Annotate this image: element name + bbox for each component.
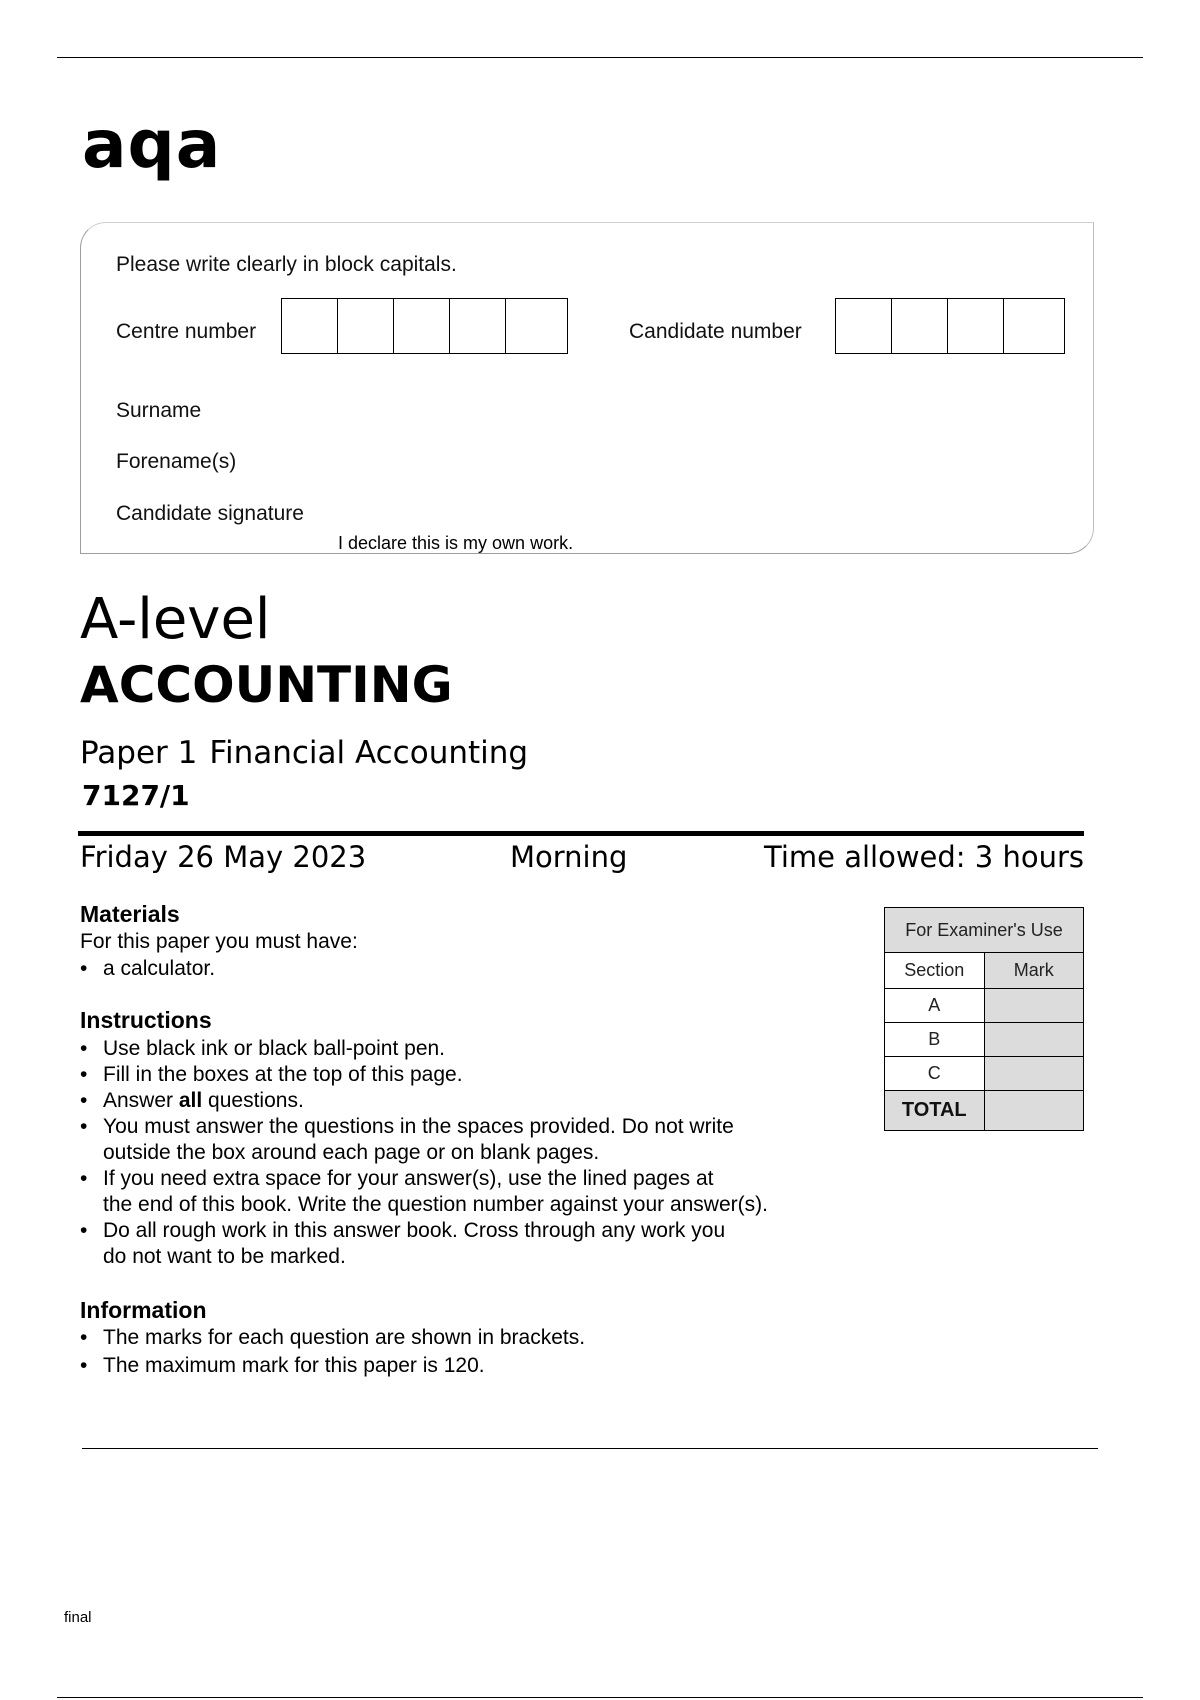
list-item-line: outside the box around each page or on blank pages. bbox=[103, 1141, 600, 1164]
qualification-level: A-level bbox=[80, 587, 271, 652]
materials-heading: Materials bbox=[80, 901, 180, 927]
list-item-line: You must answer the questions in the spaces provided. Do not write bbox=[103, 1115, 734, 1138]
mark-column-header: Mark bbox=[984, 953, 1084, 989]
instructions-list bbox=[80, 1036, 768, 1270]
list-item bbox=[80, 1166, 768, 1218]
subject-title: ACCOUNTING bbox=[80, 656, 453, 714]
mark-cell-c bbox=[984, 1057, 1084, 1091]
signature-label: Candidate signature bbox=[116, 502, 304, 525]
paper-number: Paper 1 bbox=[80, 735, 198, 771]
forenames-label: Forename(s) bbox=[116, 450, 237, 473]
list-item bbox=[80, 1218, 768, 1270]
examiner-use-table bbox=[884, 907, 1084, 1131]
signature-field[interactable] bbox=[330, 495, 1070, 531]
mark-cell-a bbox=[984, 989, 1084, 1023]
centre-number-digit[interactable] bbox=[338, 299, 394, 353]
materials-list bbox=[80, 956, 215, 982]
section-b: B bbox=[885, 1023, 985, 1057]
page-bottom-rule bbox=[57, 1697, 1143, 1698]
answer-all-post: questions. bbox=[202, 1089, 304, 1112]
time-allowed: Time allowed: 3 hours bbox=[764, 840, 1084, 874]
candidate-number-digit[interactable] bbox=[836, 299, 892, 353]
candidate-number-label: Candidate number bbox=[629, 320, 802, 343]
paper-name: Financial Accounting bbox=[209, 735, 529, 771]
list-item-line: If you need extra space for your answer(s), use the lined pages at bbox=[103, 1167, 714, 1190]
list-item bbox=[80, 1088, 768, 1114]
exam-date: Friday 26 May 2023 bbox=[80, 840, 367, 874]
centre-number-boxes bbox=[281, 298, 568, 354]
section-column-header: Section bbox=[885, 953, 985, 989]
section-a: A bbox=[885, 989, 985, 1023]
list-item: • The maximum mark for this paper is 120. bbox=[80, 1353, 585, 1379]
list-item: • The marks for each question are shown in brackets. bbox=[80, 1325, 585, 1351]
total-mark-cell bbox=[984, 1091, 1084, 1131]
list-item: • Use black ink or black ball-point pen. bbox=[80, 1036, 768, 1062]
total-label: TOTAL bbox=[885, 1091, 985, 1131]
candidate-number-digit[interactable] bbox=[892, 299, 948, 353]
exam-session: Morning bbox=[510, 840, 628, 874]
candidate-number-digit[interactable] bbox=[1004, 299, 1063, 353]
bottom-divider bbox=[82, 1448, 1098, 1449]
footer-label: final bbox=[64, 1609, 92, 1626]
mark-cell-b bbox=[984, 1023, 1084, 1057]
list-item-line: Do all rough work in this answer book. Cross through any work you bbox=[103, 1219, 726, 1242]
list-item: • a calculator. bbox=[80, 956, 215, 982]
examiner-table-title: For Examiner's Use bbox=[885, 908, 1084, 953]
instructions-heading: Instructions bbox=[80, 1007, 212, 1033]
centre-number-digit[interactable] bbox=[506, 299, 565, 353]
information-heading: Information bbox=[80, 1297, 207, 1323]
block-capitals-prompt: Please write clearly in block capitals. bbox=[116, 253, 457, 276]
paper-code: 7127/1 bbox=[82, 779, 190, 812]
centre-number-digit[interactable] bbox=[394, 299, 450, 353]
answer-all-pre: Answer bbox=[103, 1089, 179, 1112]
centre-number-digit[interactable] bbox=[450, 299, 506, 353]
title-divider bbox=[78, 831, 1084, 836]
forenames-field[interactable] bbox=[330, 443, 1070, 479]
aqa-logo: aqa bbox=[82, 106, 222, 183]
candidate-number-boxes bbox=[835, 298, 1065, 354]
surname-field[interactable] bbox=[330, 392, 1070, 428]
list-item: • Fill in the boxes at the top of this page. bbox=[80, 1062, 768, 1088]
top-rule bbox=[57, 57, 1143, 58]
centre-number-digit[interactable] bbox=[282, 299, 338, 353]
candidate-number-digit[interactable] bbox=[948, 299, 1004, 353]
paper-title bbox=[80, 735, 540, 771]
list-item bbox=[80, 1114, 768, 1166]
information-list bbox=[80, 1325, 585, 1379]
declaration-text: I declare this is my own work. bbox=[338, 533, 574, 553]
surname-label: Surname bbox=[116, 399, 202, 422]
answer-all-bold: all bbox=[178, 1089, 203, 1112]
list-item-line: do not want to be marked. bbox=[103, 1245, 346, 1268]
list-item-line: the end of this book. Write the question number against your answer(s). bbox=[103, 1193, 768, 1216]
section-c: C bbox=[885, 1057, 985, 1091]
centre-number-label: Centre number bbox=[116, 320, 257, 343]
materials-intro: For this paper you must have: bbox=[80, 930, 358, 953]
